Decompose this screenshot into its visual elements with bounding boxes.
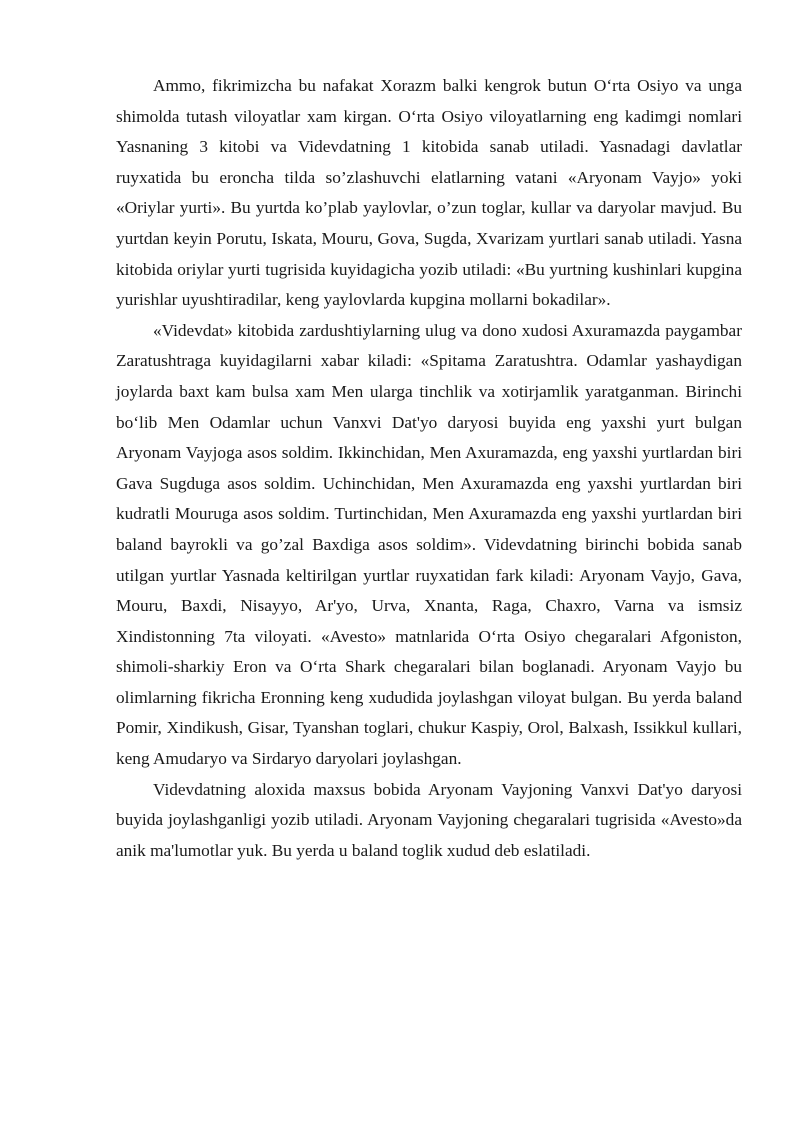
paragraph: Videvdatning aloxida maxsus bobida Aryonam Vayjoning Vanxvi Dat'yo daryosi buyida joylashganligi yozib utiladi. Aryonam Vayjoning chegaralari tugrisida «Avesto»da anik ma'lumotlar yuk. Bu yerda u baland toglik xudud deb eslatiladi. [116,779,742,860]
paragraph: «Videvdat» kitobida zardushtiylarning ulug va dono xudosi Axuramazda paygambar Zaratushtraga kuyidagilarni xabar kiladi: «Spitama Zaratushtra. Odamlar yashaydigan joylarda baxt kam bulsa xam Men ularga tinchlik va xotirjamlik yaratganman. Birinchi bo‘lib Men Odamlar uchun Vanxvi Dat'yo daryosi buyida eng yaxshi yurt bulgan Aryonam Vayjoga asos soldim. Ikkinchidan, Men Axuramazda, eng yaxshi yurtlardan biri Gava Sugduga asos soldim. Uchinchidan, Men Axuramazda eng yaxshi yurtlardan biri kudratli Mouruga asos soldim. Turtinchidan, Men Axuramazda eng yaxshi yurtlardan biri baland bayrokli va go’zal Baxdiga asos soldim». Videvdatning birinchi bobida sanab utilgan yurtlar Yasnada keltirilgan yurtlar ruyxatidan fark kiladi: Aryonam Vayjo, Gava, Mouru, Baxdi, Nisayyo, Ar'yo, Urva, Xnanta, Raga, Chaxro, Varna va ismsiz Xindistonning 7ta viloyati. «Avesto» matnlarida O‘rta Osiyo chegaralari Afgoniston, shimoli-sharkiy Eron va O‘rta Shark chegaralari bilan boglanadi. Aryonam Vayjo bu olimlarning fikricha Eronning keng xududida joylashgan viloyat bulgan. Bu yerda baland Pomir, Xindikush, Gisar, Tyanshan toglari, chukur Kaspiy, Orol, Balxash, Issikkul kullari, keng Amudaryo va Sirdaryo daryolari joylashgan. [116,320,742,769]
paragraph: Ammo, fikrimizcha bu nafakat Xorazm balki kengrok butun O‘rta Osiyo va unga shimolda tutash viloyatlar xam kirgan. O‘rta Osiyo viloyatlarning eng kadimgi nomlari Yasnaning 3 kitobi va Videvdatning 1 kitobida sanab utiladi. Yasnadagi davlatlar ruyxatida bu eroncha tilda so’zlashuvchi elatlarning vatani «Aryonam Vayjo» yoki «Oriylar yurti». Bu yurtda ko’plab yaylovlar, o’zun toglar, kullar va daryolar mavjud. Bu yurtdan keyin Porutu, Iskata, Mouru, Gova, Sugda, Xvarizam yurtlari sanab utiladi. Yasna kitobida oriylar yurti tugrisida kuyidagicha yozib utiladi: «Bu yurtning kushinlari kupgina yurishlar uyushtiradilar, keng yaylovlarda kupgina mollarni bokadilar». [116,76,742,310]
document-page [116,71,742,866]
